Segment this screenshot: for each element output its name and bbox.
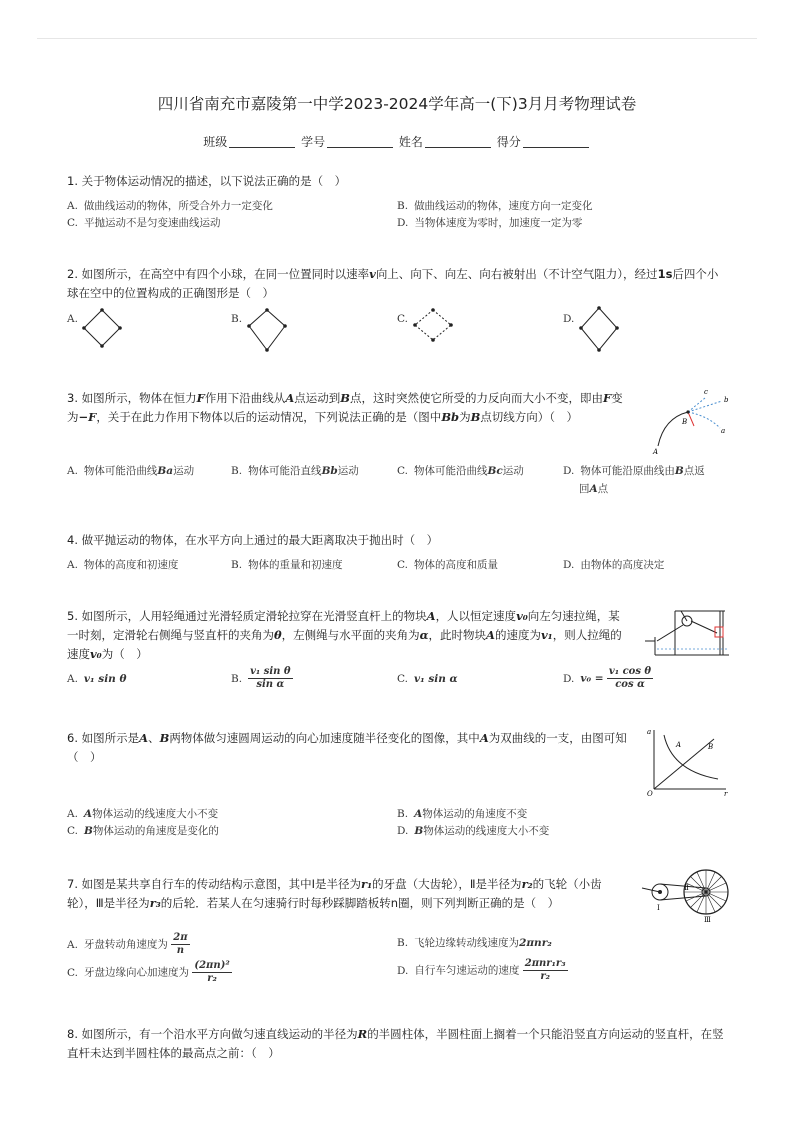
q6-option-b[interactable]: B. A物体运动的角速度不变	[397, 808, 528, 820]
q2-figure-b	[247, 308, 287, 354]
q6-curve-A: A	[676, 741, 682, 749]
class-label: 班级	[203, 135, 228, 149]
question-4-stem: 4. 做平抛运动的物体，在水平方向上通过的最大距离取决于抛出时（ ）	[67, 533, 439, 547]
q4-option-c[interactable]: C. 物体的高度和质量	[397, 559, 498, 571]
question-8-stem: 8. 如图所示，有一个沿水平方向做匀速直线运动的半径为R的半圆柱体，半圆柱面上搁着一个只能沿竖直方向运动的竖直杆，在竖 直杆未达到半圆柱体的最高点之前：（ ）	[67, 1027, 724, 1060]
q1-option-a[interactable]: A. 做曲线运动的物体，所受合外力一定变化	[67, 200, 273, 212]
q7-option-c[interactable]: C. 牙盘边缘向心加速度为 $\frac{\text{(2πn)²}}{\text{r₂}}$	[67, 960, 230, 984]
q4-option-d[interactable]: D. 由物体的高度决定	[563, 559, 665, 571]
id-label: 学号	[301, 135, 326, 149]
q6-origin-O: O	[647, 790, 653, 798]
question-7-stem: 7. 如图是某共享自行车的传动结构示意图，其中Ⅰ是半径为r₁的牙盘（大齿轮），Ⅱ是半径为r₂的飞轮（小齿 轮），Ⅲ是半径为r₃的后轮．若某人在匀速骑行时每秒踩脚踏板转n圈，则下列判断正确的是（ ）	[67, 877, 602, 910]
q3-fig-label-A: A	[653, 448, 659, 456]
q7-option-d[interactable]: D. 自行车匀速运动的速度 $\frac{\text{2πnr₁r₃}}{\text{r₂}}$	[397, 958, 566, 982]
q6-line-B: B	[708, 743, 714, 751]
q3-option-d[interactable]: D. 物体可能沿原曲线由B点返 回A点	[563, 465, 705, 495]
header-rule	[37, 38, 757, 39]
q1-option-d[interactable]: D. 当物体速度为零时，加速度一定为零	[397, 217, 583, 229]
q6-axis-r: r	[724, 790, 728, 798]
score-label: 得分	[496, 135, 521, 149]
name-label: 姓名	[398, 135, 423, 149]
q2-option-d[interactable]: D.	[563, 313, 575, 325]
q3-fig-label-B: B	[682, 418, 688, 426]
question-6-stem: 6. 如图所示是A、B两物体做匀速圆周运动的向心加速度随半径变化的图像，其中A为双曲线的一支，由图可知 （ ）	[67, 731, 627, 764]
page-title: 四川省南充市嘉陵第一中学2023-2024学年高一(下)3月月考物理试卷	[157, 95, 637, 113]
question-5-stem: 5. 如图所示，人用轻绳通过光滑轻质定滑轮拉穿在光滑竖直杆上的物块A，人以恒定速度v₀向左匀速拉绳，某 一时刻，定滑轮右侧绳与竖直杆的夹角为θ，左侧绳与水平面的夹角为α，此时物块A的速度为v₁，则人拉绳的 速度v₀为（ ）	[67, 609, 622, 661]
q4-option-a[interactable]: A. 物体的高度和初速度	[67, 559, 179, 571]
q3-option-b[interactable]: B. 物体可能沿直线Bb运动	[231, 465, 359, 477]
name-blank[interactable]	[425, 135, 491, 148]
q3-option-c[interactable]: C. 物体可能沿曲线Bc运动	[397, 465, 524, 477]
q7-option-a[interactable]: A. 牙盘转动角速度为 $\frac{2\pi}{n}$	[67, 932, 188, 956]
q1-option-c[interactable]: C. 平抛运动不是匀变速曲线运动	[67, 217, 221, 229]
q5-option-d[interactable]: D. v₀ = $\frac{\text{v₁ cos θ}}{\text{cos α}}$	[563, 666, 652, 690]
q3-fig-label-a: a	[721, 427, 726, 435]
id-blank[interactable]	[327, 135, 393, 148]
q1-option-b[interactable]: B. 做曲线运动的物体，速度方向一定变化	[397, 200, 593, 212]
q2-option-a[interactable]: A.	[67, 313, 78, 325]
q6-option-d[interactable]: D. B物体运动的线速度大小不变	[397, 825, 550, 837]
q7-bicycle-drive-figure	[640, 864, 732, 922]
q7-option-b[interactable]: B. 飞轮边缘转动线速度为2πnr₂	[397, 937, 552, 949]
q3-trajectory-figure	[648, 386, 730, 458]
q3-option-a[interactable]: A. 物体可能沿曲线Ba运动	[67, 465, 195, 477]
q7-label-III: Ⅲ	[704, 916, 711, 924]
q6-option-a[interactable]: A. A物体运动的线速度大小不变	[67, 808, 219, 820]
q7-wheel-spokes	[684, 870, 728, 914]
q2-figure-a	[82, 308, 122, 348]
student-info-line	[0, 133, 794, 150]
question-1-stem: 1. 关于物体运动情况的描述，以下说法正确的是（ ）	[67, 174, 347, 188]
q7-label-I: Ⅰ	[657, 904, 660, 912]
q2-figure-c	[413, 308, 453, 342]
class-blank[interactable]	[229, 135, 295, 148]
q5-pulley-figure	[645, 607, 729, 659]
q6-axis-a: a	[647, 728, 652, 736]
q5-option-a[interactable]: A. v₁ sin θ	[67, 673, 127, 685]
q6-option-c[interactable]: C. B物体运动的角速度是变化的	[67, 825, 219, 837]
score-blank[interactable]	[523, 135, 589, 148]
q5-option-c[interactable]: C. v₁ sin α	[397, 673, 458, 685]
q6-acceleration-graph	[646, 727, 728, 797]
q3-fig-label-c: c	[704, 388, 708, 396]
q4-option-b[interactable]: B. 物体的重量和初速度	[231, 559, 343, 571]
q2-option-c[interactable]: C.	[397, 313, 408, 325]
q2-figure-d	[579, 306, 619, 352]
question-2-stem: 2. 如图所示，在高空中有四个小球，在同一位置同时以速率v向上、向下、向左、向右被射出（不计空气阻力），经过1s后四个小 球在空中的位置构成的正确图形是（ ）	[67, 267, 719, 300]
question-3-stem: 3. 如图所示，物体在恒力F作用下沿曲线从A点运动到B点，这时突然使它所受的力反向而大小不变，即由F变 为−F，关于在此力作用下物体以后的运动情况，下列说法正确的是（图中Bb为B点切线方向）（ ）	[67, 391, 623, 424]
q7-label-II: Ⅱ	[684, 884, 689, 892]
q5-option-b[interactable]: B. $\frac{\text{v₁ sin θ}}{\text{sin α}}$	[231, 666, 291, 690]
q3-fig-label-b: b	[724, 396, 729, 404]
q2-option-b[interactable]: B.	[231, 313, 243, 325]
